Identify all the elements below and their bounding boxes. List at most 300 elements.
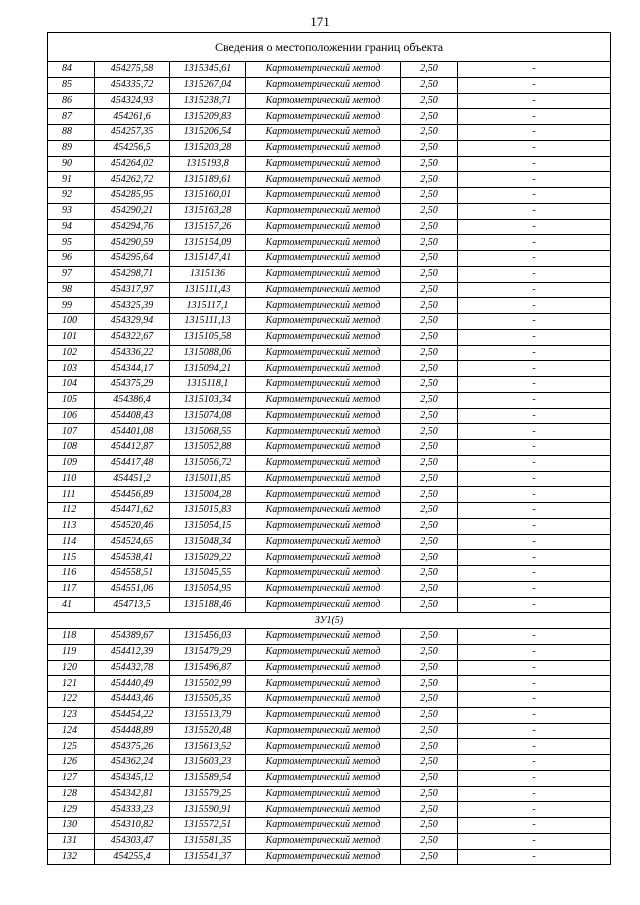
point-number-cell: 86 [48,93,95,109]
point-number-cell: 94 [48,219,95,235]
table-row [48,156,611,172]
accuracy-cell: 2,50 [401,566,458,582]
note-cell: - [458,676,611,692]
point-number-cell: 99 [48,298,95,314]
table-row [48,140,611,156]
coord-y-cell: 1315579,25 [170,786,246,802]
accuracy-cell: 2,50 [401,503,458,519]
method-cell: Картометрический метод [246,707,401,723]
table-row [48,755,611,771]
note-cell: - [458,62,611,78]
method-cell: Картометрический метод [246,692,401,708]
table-row [48,219,611,235]
coord-x-cell: 454257,35 [95,125,170,141]
method-cell: Картометрический метод [246,739,401,755]
method-cell: Картометрический метод [246,849,401,865]
coord-y-cell: 1315456,03 [170,629,246,645]
table-row [48,235,611,251]
method-cell: Картометрический метод [246,550,401,566]
method-cell: Картометрический метод [246,266,401,282]
point-number-cell: 91 [48,172,95,188]
coord-x-cell: 454336,22 [95,345,170,361]
accuracy-cell: 2,50 [401,518,458,534]
method-cell: Картометрический метод [246,802,401,818]
method-cell: Картометрический метод [246,392,401,408]
method-cell: Картометрический метод [246,77,401,93]
coord-y-cell: 1315147,41 [170,251,246,267]
accuracy-cell: 2,50 [401,660,458,676]
accuracy-cell: 2,50 [401,818,458,834]
coord-y-cell: 1315088,06 [170,345,246,361]
method-cell: Картометрический метод [246,361,401,377]
coord-y-cell: 1315603,23 [170,755,246,771]
coord-y-cell: 1315345,61 [170,62,246,78]
note-cell: - [458,833,611,849]
method-cell: Картометрический метод [246,818,401,834]
note-cell: - [458,518,611,534]
note-cell: - [458,707,611,723]
coord-x-cell: 454322,67 [95,329,170,345]
coord-x-cell: 454344,17 [95,361,170,377]
table-row [48,266,611,282]
method-cell: Картометрический метод [246,314,401,330]
method-cell: Картометрический метод [246,329,401,345]
table-row [48,676,611,692]
table-row [48,361,611,377]
accuracy-cell: 2,50 [401,345,458,361]
coord-x-cell: 454310,82 [95,818,170,834]
coord-y-cell: 1315479,29 [170,644,246,660]
note-cell: - [458,125,611,141]
table-row [48,723,611,739]
coord-y-cell: 1315054,95 [170,581,246,597]
point-number-cell: 97 [48,266,95,282]
table-row [48,707,611,723]
point-number-cell: 108 [48,440,95,456]
point-number-cell: 114 [48,534,95,550]
accuracy-cell: 2,50 [401,156,458,172]
point-number-cell: 85 [48,77,95,93]
accuracy-cell: 2,50 [401,392,458,408]
page-number: 171 [310,14,330,29]
coord-y-cell: 1315094,21 [170,361,246,377]
accuracy-cell: 2,50 [401,266,458,282]
table-row [48,440,611,456]
coord-x-cell: 454412,87 [95,440,170,456]
coord-x-cell: 454451,2 [95,471,170,487]
coord-x-cell: 454375,29 [95,377,170,393]
accuracy-cell: 2,50 [401,692,458,708]
coord-x-cell: 454342,81 [95,786,170,802]
table-row [48,455,611,471]
point-number-cell: 106 [48,408,95,424]
accuracy-cell: 2,50 [401,455,458,471]
note-cell: - [458,471,611,487]
method-cell: Картометрический метод [246,723,401,739]
coord-x-cell: 454317,97 [95,282,170,298]
coord-x-cell: 454285,95 [95,188,170,204]
coord-x-cell: 454386,4 [95,392,170,408]
note-cell: - [458,550,611,566]
coord-y-cell: 1315136 [170,266,246,282]
note-cell: - [458,235,611,251]
note-cell: - [458,203,611,219]
coord-x-cell: 454290,21 [95,203,170,219]
accuracy-cell: 2,50 [401,377,458,393]
point-number-cell: 111 [48,487,95,503]
accuracy-cell: 2,50 [401,219,458,235]
method-cell: Картометрический метод [246,156,401,172]
method-cell: Картометрический метод [246,345,401,361]
table-row [48,77,611,93]
point-number-cell: 125 [48,739,95,755]
coord-y-cell: 1315117,1 [170,298,246,314]
method-cell: Картометрический метод [246,172,401,188]
coord-x-cell: 454264,02 [95,156,170,172]
accuracy-cell: 2,50 [401,329,458,345]
point-number-cell: 130 [48,818,95,834]
method-cell: Картометрический метод [246,377,401,393]
method-cell: Картометрический метод [246,629,401,645]
note-cell: - [458,77,611,93]
table-row [48,93,611,109]
coord-x-cell: 454261,6 [95,109,170,125]
coord-y-cell: 1315015,83 [170,503,246,519]
point-number-cell: 129 [48,802,95,818]
coord-y-cell: 1315613,52 [170,739,246,755]
point-number-cell: 93 [48,203,95,219]
coord-x-cell: 454298,71 [95,266,170,282]
coord-x-cell: 454275,58 [95,62,170,78]
coord-y-cell: 1315111,13 [170,314,246,330]
table-row [48,550,611,566]
coord-y-cell: 1315103,34 [170,392,246,408]
coord-y-cell: 1315011,85 [170,471,246,487]
table-row [48,329,611,345]
coord-x-cell: 454333,23 [95,802,170,818]
accuracy-cell: 2,50 [401,314,458,330]
table-row [48,408,611,424]
note-cell: - [458,455,611,471]
table-row [48,377,611,393]
method-cell: Картометрический метод [246,597,401,613]
note-cell: - [458,692,611,708]
coord-x-cell: 454520,46 [95,518,170,534]
note-cell: - [458,140,611,156]
point-number-cell: 100 [48,314,95,330]
coord-y-cell: 1315029,22 [170,550,246,566]
accuracy-cell: 2,50 [401,298,458,314]
note-cell: - [458,361,611,377]
table-title-row [48,33,611,62]
method-cell: Картометрический метод [246,298,401,314]
accuracy-cell: 2,50 [401,644,458,660]
point-number-cell: 127 [48,770,95,786]
coord-y-cell: 1315496,87 [170,660,246,676]
point-number-cell: 96 [48,251,95,267]
table-row [48,172,611,188]
accuracy-cell: 2,50 [401,77,458,93]
table-row [48,251,611,267]
point-number-cell: 92 [48,188,95,204]
coord-y-cell: 1315068,55 [170,424,246,440]
table-row [48,739,611,755]
point-number-cell: 105 [48,392,95,408]
point-number-cell: 41 [48,597,95,613]
note-cell: - [458,566,611,582]
method-cell: Картометрический метод [246,676,401,692]
coord-y-cell: 1315105,58 [170,329,246,345]
table-row [48,188,611,204]
point-number-cell: 123 [48,707,95,723]
table-row [48,597,611,613]
method-cell: Картометрический метод [246,109,401,125]
point-number-cell: 84 [48,62,95,78]
point-number-cell: 95 [48,235,95,251]
boundary-coordinates-table [47,32,611,865]
coord-x-cell: 454524,65 [95,534,170,550]
coord-y-cell: 1315590,91 [170,802,246,818]
section-label: ЗУ1(5) [48,613,611,629]
coord-y-cell: 1315193,8 [170,156,246,172]
point-number-cell: 102 [48,345,95,361]
coord-y-cell: 1315157,26 [170,219,246,235]
method-cell: Картометрический метод [246,644,401,660]
coord-y-cell: 1315209,83 [170,109,246,125]
accuracy-cell: 2,50 [401,203,458,219]
point-number-cell: 89 [48,140,95,156]
point-number-cell: 110 [48,471,95,487]
table-row [48,471,611,487]
table-row [48,534,611,550]
note-cell: - [458,818,611,834]
coord-y-cell: 1315238,71 [170,93,246,109]
method-cell: Картометрический метод [246,833,401,849]
coord-y-cell: 1315513,79 [170,707,246,723]
table-row [48,298,611,314]
accuracy-cell: 2,50 [401,802,458,818]
coord-y-cell: 1315572,51 [170,818,246,834]
method-cell: Картометрический метод [246,140,401,156]
coord-y-cell: 1315581,35 [170,833,246,849]
note-cell: - [458,534,611,550]
point-number-cell: 109 [48,455,95,471]
coord-y-cell: 1315004,28 [170,487,246,503]
point-number-cell: 115 [48,550,95,566]
method-cell: Картометрический метод [246,487,401,503]
accuracy-cell: 2,50 [401,282,458,298]
coord-x-cell: 454303,47 [95,833,170,849]
section-row [48,613,611,629]
point-number-cell: 121 [48,676,95,692]
coord-y-cell: 1315163,28 [170,203,246,219]
point-number-cell: 112 [48,503,95,519]
table-row [48,644,611,660]
coord-y-cell: 1315160,01 [170,188,246,204]
accuracy-cell: 2,50 [401,629,458,645]
note-cell: - [458,660,611,676]
point-number-cell: 116 [48,566,95,582]
coord-x-cell: 454329,94 [95,314,170,330]
note-cell: - [458,597,611,613]
method-cell: Картометрический метод [246,471,401,487]
accuracy-cell: 2,50 [401,424,458,440]
table-row [48,503,611,519]
coord-y-cell: 1315520,48 [170,723,246,739]
note-cell: - [458,314,611,330]
coord-x-cell: 454294,76 [95,219,170,235]
method-cell: Картометрический метод [246,455,401,471]
note-cell: - [458,219,611,235]
method-cell: Картометрический метод [246,566,401,582]
table-row [48,786,611,802]
note-cell: - [458,345,611,361]
coord-x-cell: 454440,49 [95,676,170,692]
note-cell: - [458,282,611,298]
method-cell: Картометрический метод [246,188,401,204]
table-row [48,314,611,330]
coord-x-cell: 454375,26 [95,739,170,755]
note-cell: - [458,755,611,771]
point-number-cell: 87 [48,109,95,125]
coord-x-cell: 454295,64 [95,251,170,267]
accuracy-cell: 2,50 [401,487,458,503]
table-row [48,392,611,408]
table-row [48,849,611,865]
table-row [48,581,611,597]
coord-y-cell: 1315203,28 [170,140,246,156]
coord-y-cell: 1315189,61 [170,172,246,188]
note-cell: - [458,644,611,660]
point-number-cell: 103 [48,361,95,377]
accuracy-cell: 2,50 [401,534,458,550]
coord-x-cell: 454256,5 [95,140,170,156]
point-number-cell: 119 [48,644,95,660]
method-cell: Картометрический метод [246,93,401,109]
coord-x-cell: 454362,24 [95,755,170,771]
note-cell: - [458,424,611,440]
method-cell: Картометрический метод [246,251,401,267]
coord-y-cell: 1315188,46 [170,597,246,613]
accuracy-cell: 2,50 [401,833,458,849]
coord-y-cell: 1315267,04 [170,77,246,93]
point-number-cell: 107 [48,424,95,440]
table-row [48,62,611,78]
note-cell: - [458,109,611,125]
coord-x-cell: 454325,39 [95,298,170,314]
note-cell: - [458,156,611,172]
method-cell: Картометрический метод [246,786,401,802]
table-row [48,518,611,534]
point-number-cell: 118 [48,629,95,645]
note-cell: - [458,802,611,818]
coord-x-cell: 454324,93 [95,93,170,109]
table-row [48,833,611,849]
method-cell: Картометрический метод [246,581,401,597]
note-cell: - [458,786,611,802]
accuracy-cell: 2,50 [401,597,458,613]
accuracy-cell: 2,50 [401,125,458,141]
coord-y-cell: 1315048,34 [170,534,246,550]
coord-x-cell: 454432,78 [95,660,170,676]
coord-y-cell: 1315502,99 [170,676,246,692]
point-number-cell: 117 [48,581,95,597]
method-cell: Картометрический метод [246,125,401,141]
note-cell: - [458,739,611,755]
accuracy-cell: 2,50 [401,707,458,723]
note-cell: - [458,629,611,645]
coord-x-cell: 454558,51 [95,566,170,582]
table-row [48,203,611,219]
point-number-cell: 120 [48,660,95,676]
method-cell: Картометрический метод [246,235,401,251]
coord-y-cell: 1315052,88 [170,440,246,456]
point-number-cell: 88 [48,125,95,141]
note-cell: - [458,849,611,865]
coord-x-cell: 454713,5 [95,597,170,613]
coord-x-cell: 454417,48 [95,455,170,471]
note-cell: - [458,770,611,786]
method-cell: Картометрический метод [246,440,401,456]
point-number-cell: 128 [48,786,95,802]
coord-x-cell: 454471,62 [95,503,170,519]
coord-x-cell: 454454,22 [95,707,170,723]
coord-x-cell: 454335,72 [95,77,170,93]
note-cell: - [458,329,611,345]
accuracy-cell: 2,50 [401,140,458,156]
table-row [48,487,611,503]
method-cell: Картометрический метод [246,755,401,771]
coord-y-cell: 1315154,09 [170,235,246,251]
accuracy-cell: 2,50 [401,471,458,487]
accuracy-cell: 2,50 [401,408,458,424]
method-cell: Картометрический метод [246,203,401,219]
note-cell: - [458,503,611,519]
coord-y-cell: 1315111,43 [170,282,246,298]
table-row [48,660,611,676]
coord-y-cell: 1315054,15 [170,518,246,534]
coord-x-cell: 454262,72 [95,172,170,188]
method-cell: Картометрический метод [246,282,401,298]
note-cell: - [458,487,611,503]
accuracy-cell: 2,50 [401,188,458,204]
table-row [48,770,611,786]
coord-x-cell: 454408,43 [95,408,170,424]
point-number-cell: 131 [48,833,95,849]
note-cell: - [458,440,611,456]
method-cell: Картометрический метод [246,424,401,440]
accuracy-cell: 2,50 [401,361,458,377]
coord-x-cell: 454448,89 [95,723,170,739]
method-cell: Картометрический метод [246,408,401,424]
accuracy-cell: 2,50 [401,172,458,188]
coord-y-cell: 1315206,54 [170,125,246,141]
note-cell: - [458,377,611,393]
accuracy-cell: 2,50 [401,109,458,125]
coord-y-cell: 1315045,55 [170,566,246,582]
note-cell: - [458,408,611,424]
table-row [48,802,611,818]
coord-y-cell: 1315074,08 [170,408,246,424]
method-cell: Картометрический метод [246,518,401,534]
note-cell: - [458,188,611,204]
table-row [48,566,611,582]
method-cell: Картометрический метод [246,770,401,786]
coord-x-cell: 454290,59 [95,235,170,251]
point-number-cell: 132 [48,849,95,865]
coord-x-cell: 454456,89 [95,487,170,503]
accuracy-cell: 2,50 [401,770,458,786]
